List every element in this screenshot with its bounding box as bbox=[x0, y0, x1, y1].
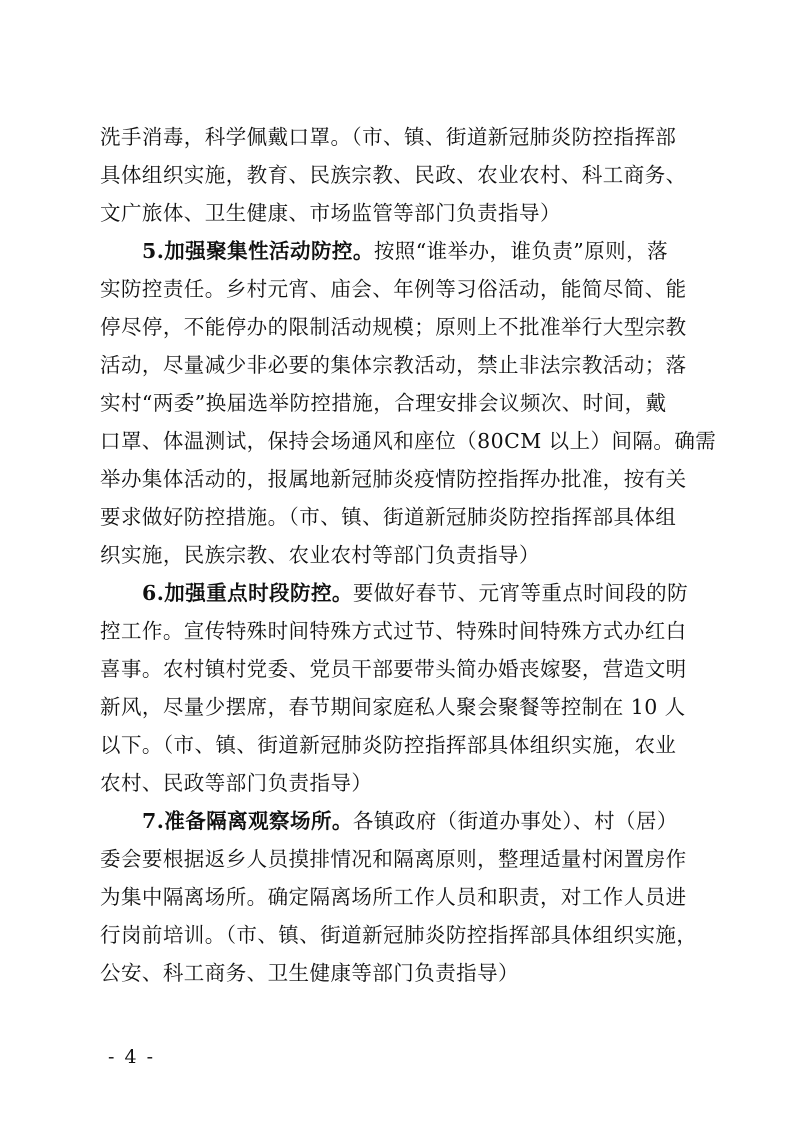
paragraph-6-heading: 6.加强重点时段防控。 bbox=[142, 581, 353, 605]
body-text-line: 举办集体活动的，报属地新冠肺炎疫情防控指挥办批准，按有关 bbox=[100, 467, 687, 491]
page-number: - 4 - bbox=[108, 1046, 156, 1068]
body-text-line: 喜事。农村镇村党委、党员干部要带头简办婚丧嫁娶，营造文明 bbox=[100, 657, 687, 681]
body-text-line: 活动，尽量减少非必要的集体宗教活动，禁止非法宗教活动；落 bbox=[100, 353, 687, 377]
body-text-line: 要求做好防控措施。（市、镇、街道新冠肺炎防控指挥部具体组 bbox=[100, 505, 677, 529]
body-text-line: 委会要根据返乡人员摸排情况和隔离原则，整理适量村闲置房作 bbox=[100, 847, 687, 871]
paragraph-7-heading: 7.准备隔离观察场所。 bbox=[142, 809, 353, 833]
body-text-line: 为集中隔离场所。确定隔离场所工作人员和职责，对工作人员进 bbox=[100, 885, 687, 909]
paragraph-7-first-line bbox=[142, 808, 700, 834]
body-text-line: 洗手消毒，科学佩戴口罩。（市、镇、街道新冠肺炎防控指挥部 bbox=[100, 125, 677, 149]
body-text-line: 公安、科工商务、卫生健康等部门负责指导） bbox=[100, 961, 519, 985]
body-text-line: 织实施，民族宗教、农业农村等部门负责指导） bbox=[100, 543, 540, 567]
body-text-line: 以下。（市、镇、街道新冠肺炎防控指挥部具体组织实施，农业 bbox=[100, 733, 677, 757]
body-text: 按照“谁举办，谁负责”原则，落 bbox=[373, 239, 669, 263]
body-text-line: 控工作。宣传特殊时间特殊方式过节、特殊时间特殊方式办红白 bbox=[100, 619, 687, 643]
body-text: 要做好春节、元宵等重点时间段的防 bbox=[352, 581, 689, 605]
body-text-line: 实村“两委”换届选举防控措施，合理安排会议频次、时间，戴 bbox=[100, 391, 667, 415]
body-text-line: 口罩、体温测试，保持会场通风和座位（80CM 以上）间隔。确需 bbox=[100, 429, 717, 453]
body-text-line: 农村、民政等部门负责指导） bbox=[100, 771, 373, 795]
body-text-line: 行岗前培训。（市、镇、街道新冠肺炎防控指挥部具体组织实施， bbox=[100, 923, 698, 947]
body-text-line: 具体组织实施，教育、民族宗教、民政、农业农村、科工商务、 bbox=[100, 163, 687, 187]
paragraph-5-heading: 5.加强聚集性活动防控。 bbox=[142, 239, 374, 263]
body-text-line: 停尽停，不能停办的限制活动规模；原则上不批准举行大型宗教 bbox=[100, 315, 687, 339]
body-text: 各镇政府（街道办事处）、村（居） bbox=[352, 809, 678, 833]
body-text-line: 实防控责任。乡村元宵、庙会、年例等习俗活动，能简尽简、能 bbox=[100, 277, 687, 301]
body-text-line: 文广旅体、卫生健康、市场监管等部门负责指导） bbox=[100, 201, 561, 225]
body-text-line: 新风，尽量少摆席，春节期间家庭私人聚会聚餐等控制在 10 人 bbox=[100, 695, 686, 719]
paragraph-5-first-line bbox=[142, 238, 700, 264]
paragraph-6-first-line bbox=[142, 580, 700, 606]
